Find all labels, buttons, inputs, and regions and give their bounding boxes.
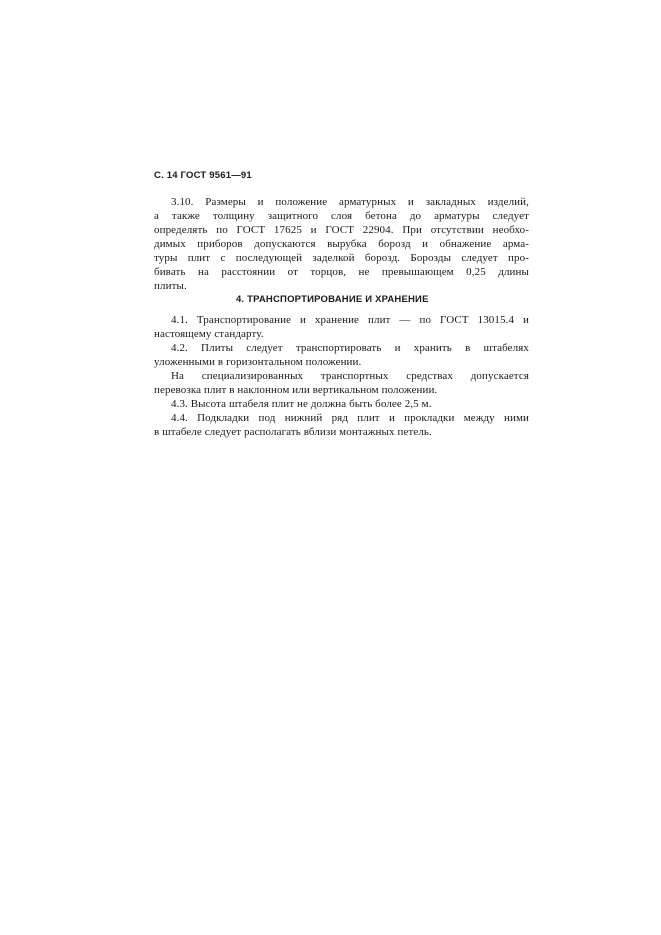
paragraph-4-4-line-1: 4.4. Подкладки под нижний ряд плит и прокладки между ними xyxy=(171,412,529,424)
section-title: 4. ТРАНСПОРТИРОВАНИЕ И ХРАНЕНИЕ xyxy=(236,294,429,305)
paragraph-4-2-note-line-1: На специализированных транспортных средствах допускается xyxy=(171,370,529,382)
paragraph-4-4-line-2: в штабеле следует располагать вблизи монтажных петель. xyxy=(154,426,432,438)
paragraph-3-10-line-3: определять по ГОСТ 17625 и ГОСТ 22904. При отсутствии необхо- xyxy=(154,224,529,236)
paragraph-4-1-line-1: 4.1. Транспортирование и хранение плит — по ГОСТ 13015.4 и xyxy=(171,314,529,326)
paragraph-3-10-line-5: туры плит с последующей заделкой борозд. Борозды следует про- xyxy=(154,252,529,264)
paragraph-3-10-line-6: бивать на расстоянии от торцов, не превышающем 0,25 длины xyxy=(154,266,529,278)
running-head: С. 14 ГОСТ 9561—91 xyxy=(154,170,252,181)
paragraph-4-3-line-1: 4.3. Высота штабеля плит не должна быть более 2,5 м. xyxy=(171,398,432,410)
paragraph-3-10-line-1: 3.10. Размеры и положение арматурных и закладных изделий, xyxy=(171,196,529,208)
paragraph-3-10-line-2: а также толщину защитного слоя бетона до арматуры следует xyxy=(154,210,529,222)
paragraph-4-1-line-2: настоящему стандарту. xyxy=(154,328,264,340)
paragraph-3-10-line-4: димых приборов допускаются вырубка борозд и обнажение арма- xyxy=(154,238,529,250)
paragraph-4-2-line-2: уложенными в горизонтальном положении. xyxy=(154,356,362,368)
paragraph-4-2-note-line-2: перевозка плит в наклонном или вертикальном положении. xyxy=(154,384,438,396)
paragraph-3-10-line-7: плиты. xyxy=(154,280,187,292)
paragraph-4-2-line-1: 4.2. Плиты следует транспортировать и хранить в штабелях xyxy=(171,342,529,354)
